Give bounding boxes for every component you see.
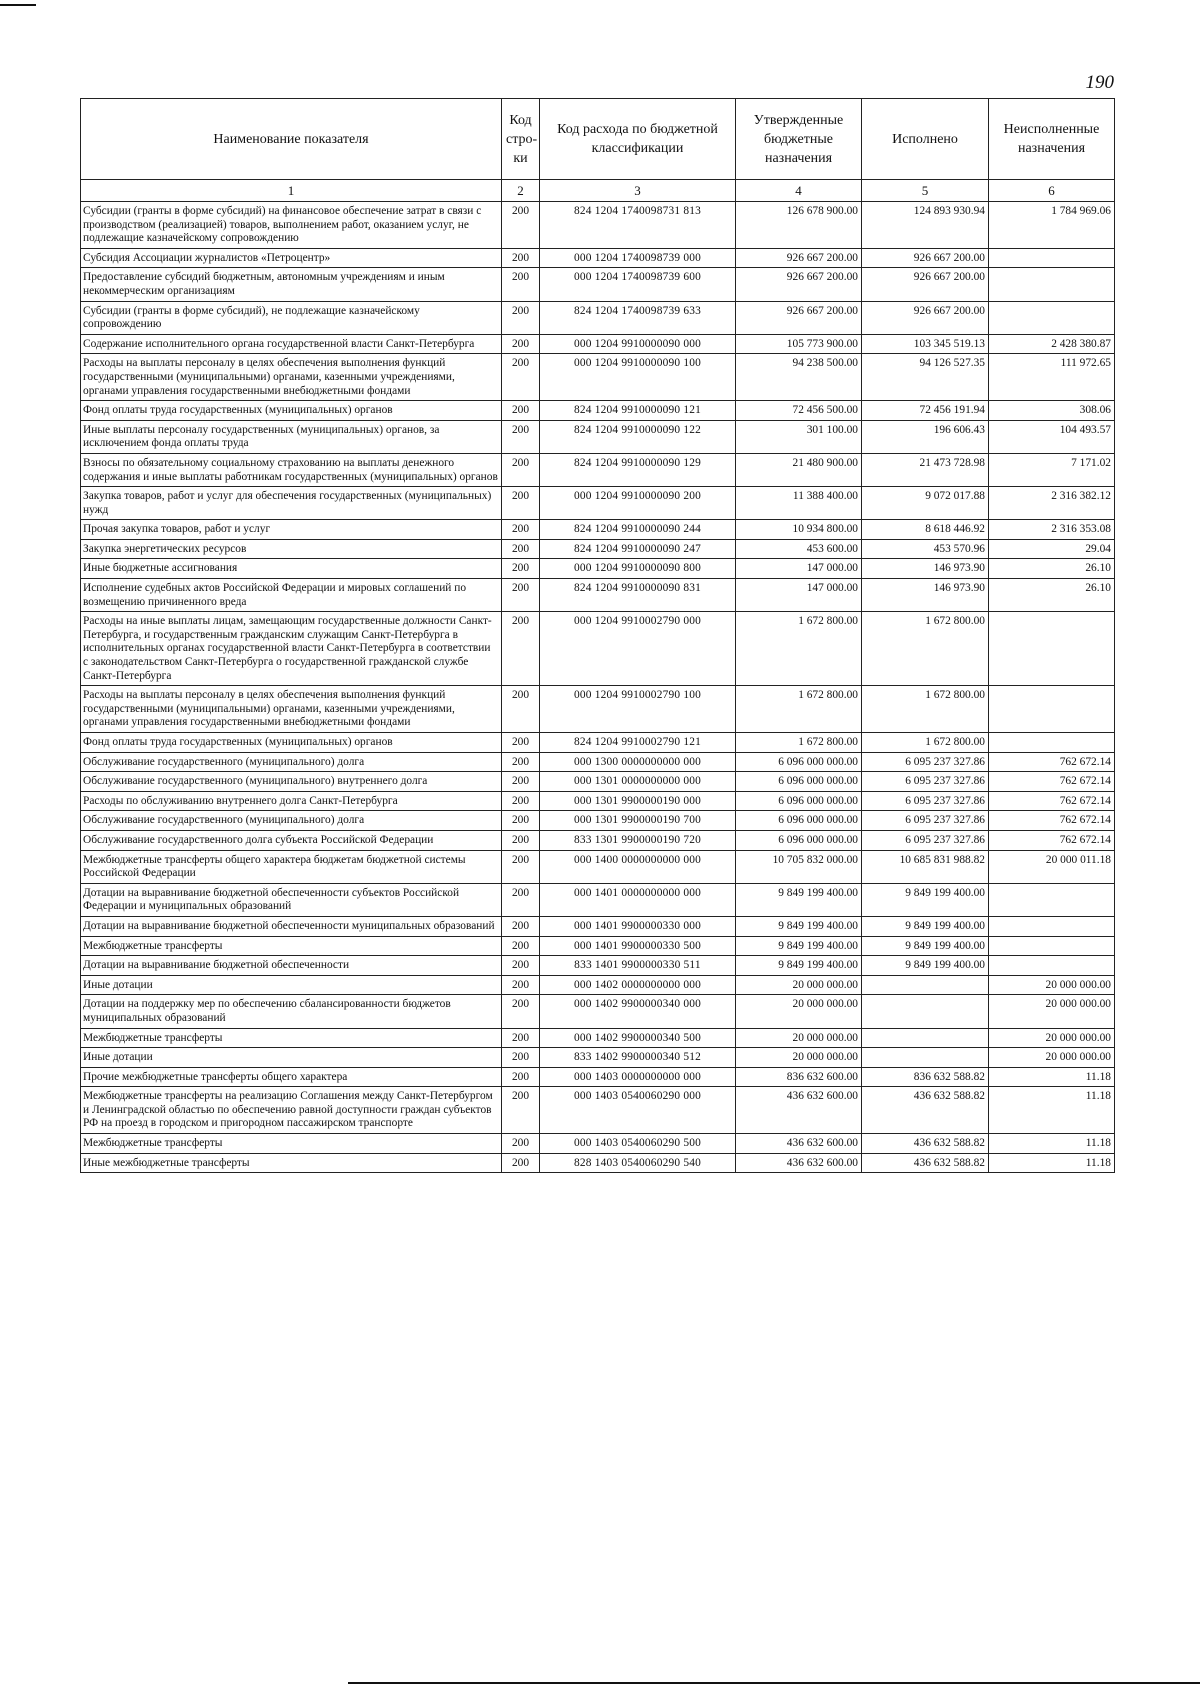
approved-amount-cell: 9 849 199 400.00 [736, 936, 862, 956]
unexecuted-amount-cell: 762 672.14 [989, 830, 1115, 850]
indicator-name-cell: Закупка энергетических ресурсов [81, 539, 502, 559]
line-code-cell: 200 [502, 301, 540, 334]
budget-code-cell: 000 1204 1740098739 000 [540, 248, 736, 268]
approved-amount-cell: 20 000 000.00 [736, 995, 862, 1028]
indicator-name-cell: Взносы по обязательному социальному страхованию на выплаты денежного содержания и иные выплаты работникам государственных (муниципальных) органов [81, 453, 502, 486]
budget-code-cell: 000 1204 9910000090 200 [540, 487, 736, 520]
approved-amount-cell: 6 096 000 000.00 [736, 752, 862, 772]
indicator-name-cell: Дотации на выравнивание бюджетной обеспеченности [81, 956, 502, 976]
indicator-name-cell: Дотации на поддержку мер по обеспечению сбалансированности бюджетов муниципальных образований [81, 995, 502, 1028]
budget-code-cell: 000 1402 9900000340 500 [540, 1028, 736, 1048]
approved-amount-cell: 436 632 600.00 [736, 1134, 862, 1154]
unexecuted-amount-cell: 2 428 380.87 [989, 334, 1115, 354]
budget-execution-table [80, 98, 1115, 1173]
unexecuted-amount-cell: 11.18 [989, 1153, 1115, 1173]
approved-amount-cell: 94 238 500.00 [736, 354, 862, 401]
executed-amount-cell: 21 473 728.98 [862, 453, 989, 486]
line-code-cell: 200 [502, 401, 540, 421]
budget-code-cell: 824 1204 9910000090 247 [540, 539, 736, 559]
budget-code-cell: 000 1403 0540060290 000 [540, 1087, 736, 1134]
table-row [81, 883, 1115, 916]
unexecuted-amount-cell [989, 883, 1115, 916]
line-code-cell: 200 [502, 520, 540, 540]
budget-code-cell: 824 1204 9910000090 122 [540, 420, 736, 453]
budget-code-cell: 833 1401 9900000330 511 [540, 956, 736, 976]
approved-amount-cell: 6 096 000 000.00 [736, 811, 862, 831]
header-name: Наименование показателя [81, 99, 502, 180]
indicator-name-cell: Предоставление субсидий бюджетным, автономным учреждениям и иным некоммерческим организациям [81, 268, 502, 301]
line-code-cell: 200 [502, 202, 540, 249]
indicator-name-cell: Содержание исполнительного органа государственной власти Санкт-Петербурга [81, 334, 502, 354]
unexecuted-amount-cell [989, 686, 1115, 733]
unexecuted-amount-cell [989, 936, 1115, 956]
scan-edge-mark [0, 4, 36, 6]
executed-amount-cell: 9 849 199 400.00 [862, 883, 989, 916]
executed-amount-cell: 926 667 200.00 [862, 248, 989, 268]
line-code-cell: 200 [502, 1028, 540, 1048]
unexecuted-amount-cell: 2 316 382.12 [989, 487, 1115, 520]
line-code-cell: 200 [502, 453, 540, 486]
unexecuted-amount-cell: 11.18 [989, 1087, 1115, 1134]
indicator-name-cell: Фонд оплаты труда государственных (муниципальных) органов [81, 401, 502, 421]
budget-code-cell: 000 1301 9900000190 000 [540, 791, 736, 811]
budget-code-cell: 833 1301 9900000190 720 [540, 830, 736, 850]
approved-amount-cell: 6 096 000 000.00 [736, 772, 862, 792]
indicator-name-cell: Исполнение судебных актов Российской Федерации и мировых соглашений по возмещению причиненного вреда [81, 579, 502, 612]
approved-amount-cell: 6 096 000 000.00 [736, 791, 862, 811]
executed-amount-cell: 436 632 588.82 [862, 1087, 989, 1134]
indicator-name-cell: Дотации на выравнивание бюджетной обеспеченности субъектов Российской Федерации и муниципальных образований [81, 883, 502, 916]
table-row [81, 956, 1115, 976]
unexecuted-amount-cell: 20 000 011.18 [989, 850, 1115, 883]
budget-code-cell: 000 1402 9900000340 000 [540, 995, 736, 1028]
approved-amount-cell: 20 000 000.00 [736, 1028, 862, 1048]
budget-code-cell: 824 1204 1740098739 633 [540, 301, 736, 334]
table-row [81, 1134, 1115, 1154]
executed-amount-cell: 436 632 588.82 [862, 1134, 989, 1154]
line-code-cell: 200 [502, 1067, 540, 1087]
header-kbk: Код расхода по бюджетной классификации [540, 99, 736, 180]
executed-amount-cell: 453 570.96 [862, 539, 989, 559]
budget-code-cell: 000 1403 0540060290 500 [540, 1134, 736, 1154]
approved-amount-cell: 147 000.00 [736, 559, 862, 579]
line-code-cell: 200 [502, 850, 540, 883]
budget-code-cell: 000 1300 0000000000 000 [540, 752, 736, 772]
budget-code-cell: 000 1301 0000000000 000 [540, 772, 736, 792]
indicator-name-cell: Расходы на иные выплаты лицам, замещающим государственные должности Санкт-Петербурга, и государственным гражданским служащим Санкт-Петербурга в исполнительных органах государственной власти Санкт-Петербурга в соответствии с законодательством Санкт-Петербурга о государственной гражданской службе Санкт-Петербурга [81, 612, 502, 686]
line-code-cell: 200 [502, 1087, 540, 1134]
budget-code-cell: 000 1401 9900000330 000 [540, 916, 736, 936]
indicator-name-cell: Расходы на выплаты персоналу в целях обеспечения выполнения функций государственными (муниципальными) органами, казенными учреждениями, органами управления государственными внебюджетными фондами [81, 686, 502, 733]
approved-amount-cell: 10 934 800.00 [736, 520, 862, 540]
approved-amount-cell: 1 672 800.00 [736, 686, 862, 733]
table-row [81, 975, 1115, 995]
line-code-cell: 200 [502, 579, 540, 612]
executed-amount-cell: 6 095 237 327.86 [862, 830, 989, 850]
unexecuted-amount-cell: 20 000 000.00 [989, 1048, 1115, 1068]
unexecuted-amount-cell: 308.06 [989, 401, 1115, 421]
table-row [81, 752, 1115, 772]
table-row [81, 936, 1115, 956]
table-row [81, 733, 1115, 753]
unexecuted-amount-cell [989, 612, 1115, 686]
indicator-name-cell: Закупка товаров, работ и услуг для обеспечения государственных (муниципальных) нужд [81, 487, 502, 520]
header-approved: Утвержденные бюджетные назначения [736, 99, 862, 180]
unexecuted-amount-cell [989, 733, 1115, 753]
table-row [81, 772, 1115, 792]
budget-code-cell: 824 1204 1740098731 813 [540, 202, 736, 249]
indicator-name-cell: Прочая закупка товаров, работ и услуг [81, 520, 502, 540]
budget-code-cell: 000 1204 9910000090 100 [540, 354, 736, 401]
table-body [81, 202, 1115, 1173]
column-number: 1 [81, 180, 502, 202]
budget-code-cell: 000 1400 0000000000 000 [540, 850, 736, 883]
unexecuted-amount-cell: 29.04 [989, 539, 1115, 559]
indicator-name-cell: Иные бюджетные ассигнования [81, 559, 502, 579]
table-row [81, 334, 1115, 354]
unexecuted-amount-cell: 762 672.14 [989, 811, 1115, 831]
indicator-name-cell: Межбюджетные трансферты на реализацию Соглашения между Санкт-Петербургом и Ленинградской областью по обеспечению равной доступности граждан субъектов РФ на проезд в городском и пригородном пассажирском транспорте [81, 1087, 502, 1134]
table-row [81, 487, 1115, 520]
line-code-cell: 200 [502, 916, 540, 936]
approved-amount-cell: 301 100.00 [736, 420, 862, 453]
executed-amount-cell: 1 672 800.00 [862, 686, 989, 733]
table-row [81, 539, 1115, 559]
indicator-name-cell: Обслуживание государственного (муниципального) долга [81, 752, 502, 772]
unexecuted-amount-cell: 20 000 000.00 [989, 975, 1115, 995]
indicator-name-cell: Фонд оплаты труда государственных (муниципальных) органов [81, 733, 502, 753]
executed-amount-cell: 103 345 519.13 [862, 334, 989, 354]
table-row [81, 686, 1115, 733]
unexecuted-amount-cell [989, 301, 1115, 334]
budget-code-cell: 000 1403 0000000000 000 [540, 1067, 736, 1087]
executed-amount-cell: 6 095 237 327.86 [862, 811, 989, 831]
unexecuted-amount-cell: 7 171.02 [989, 453, 1115, 486]
unexecuted-amount-cell: 20 000 000.00 [989, 995, 1115, 1028]
approved-amount-cell: 9 849 199 400.00 [736, 956, 862, 976]
approved-amount-cell: 72 456 500.00 [736, 401, 862, 421]
executed-amount-cell: 10 685 831 988.82 [862, 850, 989, 883]
approved-amount-cell: 926 667 200.00 [736, 248, 862, 268]
table-row [81, 401, 1115, 421]
budget-code-cell: 000 1301 9900000190 700 [540, 811, 736, 831]
table-row [81, 301, 1115, 334]
indicator-name-cell: Обслуживание государственного долга субъекта Российской Федерации [81, 830, 502, 850]
line-code-cell: 200 [502, 248, 540, 268]
indicator-name-cell: Иные межбюджетные трансферты [81, 1153, 502, 1173]
line-code-cell: 200 [502, 539, 540, 559]
budget-code-cell: 824 1204 9910002790 121 [540, 733, 736, 753]
table-row [81, 453, 1115, 486]
line-code-cell: 200 [502, 612, 540, 686]
line-code-cell: 200 [502, 1048, 540, 1068]
table-row [81, 830, 1115, 850]
budget-code-cell: 828 1403 0540060290 540 [540, 1153, 736, 1173]
unexecuted-amount-cell: 762 672.14 [989, 772, 1115, 792]
approved-amount-cell: 105 773 900.00 [736, 334, 862, 354]
unexecuted-amount-cell: 11.18 [989, 1067, 1115, 1087]
approved-amount-cell: 6 096 000 000.00 [736, 830, 862, 850]
line-code-cell: 200 [502, 1134, 540, 1154]
budget-code-cell: 000 1204 9910002790 100 [540, 686, 736, 733]
line-code-cell: 200 [502, 420, 540, 453]
table-row [81, 850, 1115, 883]
approved-amount-cell: 126 678 900.00 [736, 202, 862, 249]
budget-code-cell: 824 1204 9910000090 831 [540, 579, 736, 612]
indicator-name-cell: Иные дотации [81, 1048, 502, 1068]
executed-amount-cell: 146 973.90 [862, 559, 989, 579]
indicator-name-cell: Расходы на выплаты персоналу в целях обеспечения выполнения функций государственными (муниципальными) органами, казенными учреждениями, органами управления государственными внебюджетными фондами [81, 354, 502, 401]
unexecuted-amount-cell [989, 268, 1115, 301]
executed-amount-cell [862, 995, 989, 1028]
approved-amount-cell: 1 672 800.00 [736, 733, 862, 753]
column-number: 6 [989, 180, 1115, 202]
executed-amount-cell: 436 632 588.82 [862, 1153, 989, 1173]
unexecuted-amount-cell: 20 000 000.00 [989, 1028, 1115, 1048]
table-row [81, 916, 1115, 936]
budget-code-cell: 824 1204 9910000090 129 [540, 453, 736, 486]
unexecuted-amount-cell: 762 672.14 [989, 752, 1115, 772]
approved-amount-cell: 836 632 600.00 [736, 1067, 862, 1087]
table-row [81, 791, 1115, 811]
line-code-cell: 200 [502, 791, 540, 811]
budget-code-cell: 000 1402 0000000000 000 [540, 975, 736, 995]
executed-amount-cell: 1 672 800.00 [862, 612, 989, 686]
table-row [81, 420, 1115, 453]
executed-amount-cell: 6 095 237 327.86 [862, 772, 989, 792]
executed-amount-cell: 196 606.43 [862, 420, 989, 453]
indicator-name-cell: Межбюджетные трансферты [81, 936, 502, 956]
table-row [81, 1087, 1115, 1134]
executed-amount-cell [862, 1048, 989, 1068]
approved-amount-cell: 453 600.00 [736, 539, 862, 559]
indicator-name-cell: Прочие межбюджетные трансферты общего характера [81, 1067, 502, 1087]
executed-amount-cell: 836 632 588.82 [862, 1067, 989, 1087]
table-row [81, 811, 1115, 831]
approved-amount-cell: 20 000 000.00 [736, 1048, 862, 1068]
line-code-cell: 200 [502, 1153, 540, 1173]
table-row [81, 1067, 1115, 1087]
indicator-name-cell: Иные дотации [81, 975, 502, 995]
unexecuted-amount-cell: 104 493.57 [989, 420, 1115, 453]
line-code-cell: 200 [502, 995, 540, 1028]
line-code-cell: 200 [502, 686, 540, 733]
unexecuted-amount-cell [989, 248, 1115, 268]
unexecuted-amount-cell: 2 316 353.08 [989, 520, 1115, 540]
executed-amount-cell [862, 975, 989, 995]
approved-amount-cell: 436 632 600.00 [736, 1153, 862, 1173]
executed-amount-cell: 94 126 527.35 [862, 354, 989, 401]
unexecuted-amount-cell [989, 916, 1115, 936]
indicator-name-cell: Расходы по обслуживанию внутреннего долга Санкт-Петербурга [81, 791, 502, 811]
budget-code-cell: 833 1402 9900000340 512 [540, 1048, 736, 1068]
indicator-name-cell: Дотации на выравнивание бюджетной обеспеченности муниципальных образований [81, 916, 502, 936]
indicator-name-cell: Субсидии (гранты в форме субсидий), не подлежащие казначейскому сопровождению [81, 301, 502, 334]
unexecuted-amount-cell: 26.10 [989, 559, 1115, 579]
line-code-cell: 200 [502, 772, 540, 792]
indicator-name-cell: Обслуживание государственного (муниципального) долга [81, 811, 502, 831]
table-row [81, 248, 1115, 268]
column-number: 4 [736, 180, 862, 202]
column-number: 2 [502, 180, 540, 202]
unexecuted-amount-cell: 1 784 969.06 [989, 202, 1115, 249]
table-row [81, 202, 1115, 249]
table-row [81, 268, 1115, 301]
executed-amount-cell: 6 095 237 327.86 [862, 752, 989, 772]
line-code-cell: 200 [502, 830, 540, 850]
approved-amount-cell: 21 480 900.00 [736, 453, 862, 486]
header-code: Код стро-ки [502, 99, 540, 180]
line-code-cell: 200 [502, 956, 540, 976]
approved-amount-cell: 436 632 600.00 [736, 1087, 862, 1134]
table-row [81, 612, 1115, 686]
line-code-cell: 200 [502, 883, 540, 916]
line-code-cell: 200 [502, 936, 540, 956]
column-number: 3 [540, 180, 736, 202]
indicator-name-cell: Межбюджетные трансферты [81, 1028, 502, 1048]
table-row [81, 559, 1115, 579]
indicator-name-cell: Иные выплаты персоналу государственных (муниципальных) органов, за исключением фонда оплаты труда [81, 420, 502, 453]
approved-amount-cell: 10 705 832 000.00 [736, 850, 862, 883]
indicator-name-cell: Обслуживание государственного (муниципального) внутреннего долга [81, 772, 502, 792]
budget-code-cell: 000 1401 9900000330 500 [540, 936, 736, 956]
executed-amount-cell: 926 667 200.00 [862, 268, 989, 301]
line-code-cell: 200 [502, 559, 540, 579]
budget-code-cell: 000 1204 9910002790 000 [540, 612, 736, 686]
budget-code-cell: 000 1204 9910000090 000 [540, 334, 736, 354]
table-row [81, 1153, 1115, 1173]
table-row [81, 579, 1115, 612]
header-executed: Исполнено [862, 99, 989, 180]
line-code-cell: 200 [502, 733, 540, 753]
indicator-name-cell: Субсидия Ассоциации журналистов «Петроцентр» [81, 248, 502, 268]
indicator-name-cell: Межбюджетные трансферты [81, 1134, 502, 1154]
budget-code-cell: 824 1204 9910000090 244 [540, 520, 736, 540]
line-code-cell: 200 [502, 811, 540, 831]
executed-amount-cell [862, 1028, 989, 1048]
approved-amount-cell: 926 667 200.00 [736, 301, 862, 334]
table-row [81, 520, 1115, 540]
approved-amount-cell: 11 388 400.00 [736, 487, 862, 520]
unexecuted-amount-cell: 11.18 [989, 1134, 1115, 1154]
budget-code-cell: 824 1204 9910000090 121 [540, 401, 736, 421]
executed-amount-cell: 124 893 930.94 [862, 202, 989, 249]
budget-code-cell: 000 1204 9910000090 800 [540, 559, 736, 579]
unexecuted-amount-cell [989, 956, 1115, 976]
executed-amount-cell: 9 849 199 400.00 [862, 956, 989, 976]
header-unexecuted: Неисполненные назначения [989, 99, 1115, 180]
approved-amount-cell: 1 672 800.00 [736, 612, 862, 686]
line-code-cell: 200 [502, 975, 540, 995]
column-number: 5 [862, 180, 989, 202]
executed-amount-cell: 72 456 191.94 [862, 401, 989, 421]
page-number: 190 [1085, 72, 1114, 93]
approved-amount-cell: 926 667 200.00 [736, 268, 862, 301]
table-row [81, 354, 1115, 401]
line-code-cell: 200 [502, 334, 540, 354]
line-code-cell: 200 [502, 487, 540, 520]
indicator-name-cell: Межбюджетные трансферты общего характера бюджетам бюджетной системы Российской Федерации [81, 850, 502, 883]
unexecuted-amount-cell: 762 672.14 [989, 791, 1115, 811]
unexecuted-amount-cell: 111 972.65 [989, 354, 1115, 401]
executed-amount-cell: 9 849 199 400.00 [862, 916, 989, 936]
table-row [81, 1028, 1115, 1048]
executed-amount-cell: 8 618 446.92 [862, 520, 989, 540]
executed-amount-cell: 6 095 237 327.86 [862, 791, 989, 811]
approved-amount-cell: 9 849 199 400.00 [736, 883, 862, 916]
line-code-cell: 200 [502, 354, 540, 401]
line-code-cell: 200 [502, 268, 540, 301]
column-number-row [81, 180, 1115, 202]
scan-bottom-line [348, 1682, 1200, 1684]
unexecuted-amount-cell: 26.10 [989, 579, 1115, 612]
executed-amount-cell: 146 973.90 [862, 579, 989, 612]
budget-code-cell: 000 1401 0000000000 000 [540, 883, 736, 916]
approved-amount-cell: 9 849 199 400.00 [736, 916, 862, 936]
budget-code-cell: 000 1204 1740098739 600 [540, 268, 736, 301]
table-row [81, 1048, 1115, 1068]
approved-amount-cell: 147 000.00 [736, 579, 862, 612]
executed-amount-cell: 9 849 199 400.00 [862, 936, 989, 956]
executed-amount-cell: 9 072 017.88 [862, 487, 989, 520]
executed-amount-cell: 1 672 800.00 [862, 733, 989, 753]
table-row [81, 995, 1115, 1028]
header-row [81, 99, 1115, 180]
line-code-cell: 200 [502, 752, 540, 772]
indicator-name-cell: Субсидии (гранты в форме субсидий) на финансовое обеспечение затрат в связи с производством (реализацией) товаров, выполнением работ, оказанием услуг, не подлежащие казначейскому сопровождению [81, 202, 502, 249]
executed-amount-cell: 926 667 200.00 [862, 301, 989, 334]
approved-amount-cell: 20 000 000.00 [736, 975, 862, 995]
